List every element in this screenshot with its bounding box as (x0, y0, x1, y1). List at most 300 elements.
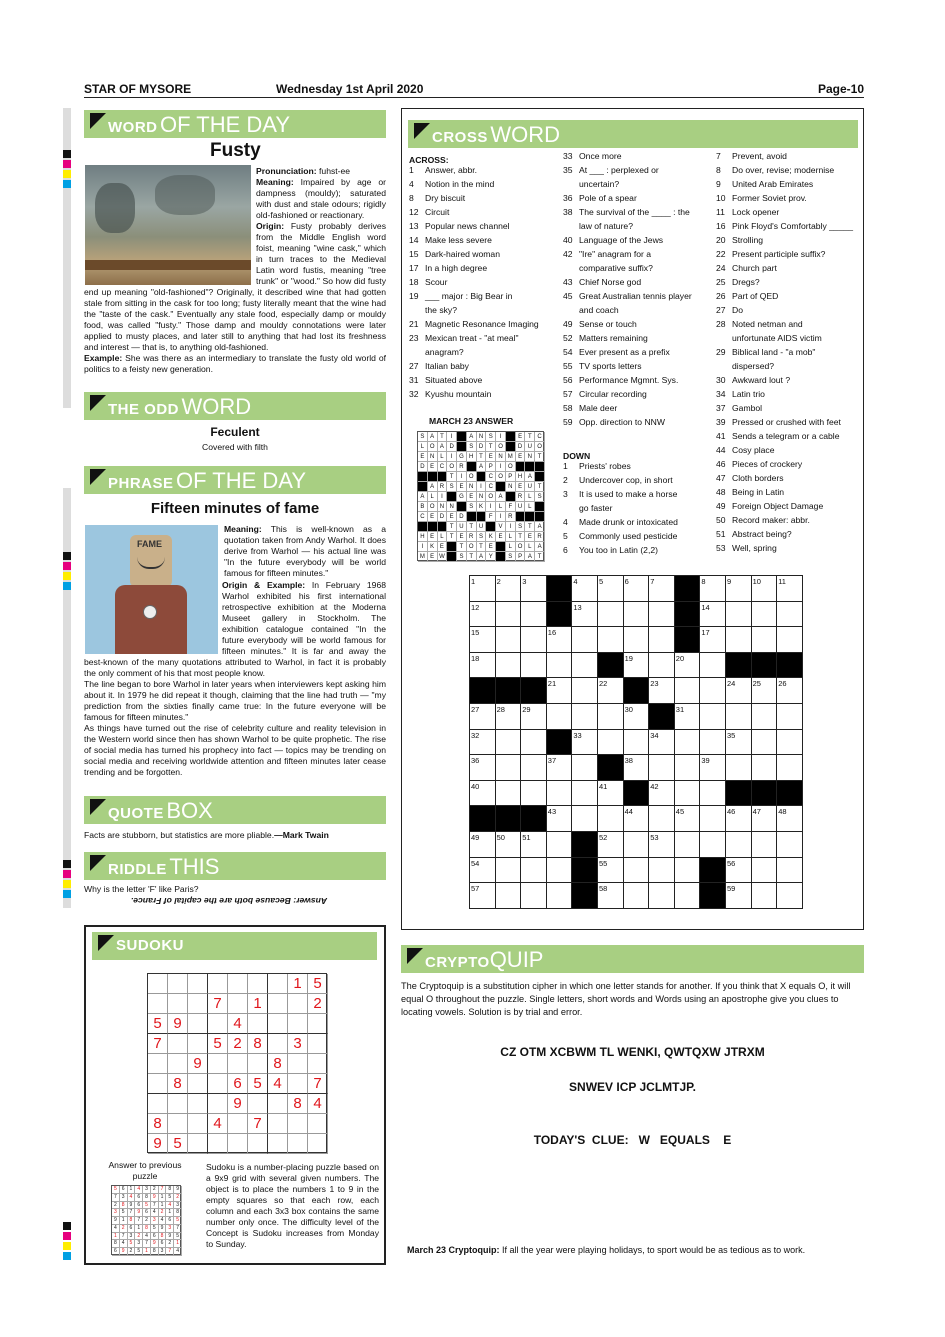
grid-cell[interactable] (521, 755, 547, 781)
grid-cell[interactable] (700, 781, 726, 807)
answer-cell: R (438, 482, 448, 492)
grid-cell[interactable]: 21 (547, 678, 573, 704)
sudoku-answer-cell: 6 (159, 1240, 167, 1248)
sudoku-answer-cell: 3 (128, 1233, 136, 1241)
grid-cell[interactable]: 34 (649, 730, 675, 756)
sudoku-cell[interactable] (148, 994, 168, 1014)
grid-cell[interactable] (521, 781, 547, 807)
answer-cell (496, 552, 506, 562)
sudoku-cell[interactable] (208, 1074, 228, 1094)
clue-24: 24 Church part (716, 263, 777, 273)
grid-cell[interactable] (675, 730, 701, 756)
grid-cell[interactable] (521, 627, 547, 653)
sudoku-cell[interactable] (288, 1054, 308, 1074)
sudoku-cell[interactable] (188, 974, 208, 994)
grid-cell[interactable] (752, 883, 778, 909)
grid-cell[interactable]: 15 (470, 627, 496, 653)
sudoku-cell[interactable] (208, 1054, 228, 1074)
answer-cell (418, 522, 428, 532)
clue-cont: dispersed? (732, 361, 775, 371)
grid-cell[interactable] (777, 627, 803, 653)
grid-cell[interactable] (777, 858, 803, 884)
sudoku-cell[interactable]: 9 (188, 1054, 208, 1074)
grid-cell[interactable] (700, 653, 726, 679)
grid-cell[interactable]: 10 (752, 576, 778, 602)
answer-cell: E (438, 542, 448, 552)
grid-cell[interactable] (624, 627, 650, 653)
grid-cell[interactable]: 6 (624, 576, 650, 602)
sudoku-cell[interactable] (188, 1094, 208, 1114)
grid-cell[interactable]: 3 (521, 576, 547, 602)
grid-cell[interactable]: 43 (547, 806, 573, 832)
sudoku-answer-cell: 7 (174, 1225, 182, 1233)
grid-cell[interactable] (777, 883, 803, 909)
sudoku-cell[interactable] (308, 1034, 328, 1054)
sudoku-cell[interactable] (308, 1014, 328, 1034)
answer-cell: E (486, 452, 496, 462)
sudoku-cell[interactable]: 8 (168, 1074, 188, 1094)
grid-cell[interactable] (726, 832, 752, 858)
grid-cell[interactable] (752, 755, 778, 781)
grid-cell[interactable] (598, 627, 624, 653)
sudoku-cell[interactable] (248, 1094, 268, 1114)
grid-cell[interactable] (572, 704, 598, 730)
grid-cell[interactable]: 32 (470, 730, 496, 756)
black-cell (700, 858, 726, 884)
grid-cell[interactable]: 44 (624, 806, 650, 832)
sudoku-cell[interactable] (208, 1094, 228, 1114)
black-cell (624, 678, 650, 704)
grid-cell[interactable]: 37 (547, 755, 573, 781)
sudoku-cell[interactable] (248, 1054, 268, 1074)
sudoku-answer-cell: 8 (174, 1209, 182, 1217)
answer-cell: U (477, 522, 487, 532)
grid-cell[interactable] (547, 883, 573, 909)
crossword-grid[interactable] (469, 575, 803, 909)
sudoku-cell[interactable] (148, 1074, 168, 1094)
answer-cell: G (457, 492, 467, 502)
sudoku-cell[interactable] (148, 1054, 168, 1074)
grid-cell[interactable] (777, 730, 803, 756)
sudoku-cell[interactable] (168, 994, 188, 1014)
grid-cell[interactable]: 54 (470, 858, 496, 884)
grid-cell[interactable] (598, 704, 624, 730)
grid-cell[interactable] (521, 730, 547, 756)
grid-cell[interactable] (496, 755, 522, 781)
grid-cell[interactable]: 38 (624, 755, 650, 781)
sudoku-cell[interactable] (168, 974, 188, 994)
answer-cell: D (418, 462, 428, 472)
sudoku-cell[interactable]: 7 (308, 1074, 328, 1094)
grid-cell[interactable] (649, 602, 675, 628)
clue-35: 35 At ___ : perplexed or (563, 165, 659, 175)
grid-cell[interactable]: 22 (598, 678, 624, 704)
grid-cell[interactable] (777, 704, 803, 730)
answer-cell: L (428, 492, 438, 502)
sudoku-cell[interactable] (268, 1014, 288, 1034)
sudoku-cell[interactable] (188, 1034, 208, 1054)
sudoku-cell[interactable]: 3 (288, 1034, 308, 1054)
sudoku-cell[interactable]: 9 (168, 1014, 188, 1034)
grid-cell[interactable] (521, 602, 547, 628)
sudoku-cell[interactable] (168, 1034, 188, 1054)
grid-cell[interactable]: 19 (624, 653, 650, 679)
grid-cell[interactable] (752, 627, 778, 653)
phrase-title: Fifteen minutes of fame (150, 500, 320, 517)
sudoku-answer-cell: 4 (151, 1209, 159, 1217)
grid-cell[interactable] (496, 653, 522, 679)
grid-cell[interactable]: 56 (726, 858, 752, 884)
cryptoquip-intro: The Cryptoquip is a substitution cipher in which one letter stands for another. If you think that X equals O, it will equal O throughout the puzzle. Single letters, short words and Words using an apostrophe give you clues to locating vowels. Solution is by trial and error. (401, 981, 851, 1017)
sudoku-cell[interactable] (208, 974, 228, 994)
black-cell (675, 576, 701, 602)
answer-cell: T (438, 432, 448, 442)
sudoku-cell[interactable]: 8 (248, 1034, 268, 1054)
grid-cell[interactable]: 1 (470, 576, 496, 602)
sudoku-cell[interactable] (248, 974, 268, 994)
clue-37: 37 Gambol (716, 403, 763, 413)
grid-cell[interactable] (726, 755, 752, 781)
grid-cell[interactable] (675, 832, 701, 858)
grid-cell[interactable] (675, 678, 701, 704)
answer-cell: E (447, 512, 457, 522)
grid-cell[interactable] (598, 730, 624, 756)
grid-cell[interactable] (700, 704, 726, 730)
sudoku-cell[interactable]: 2 (308, 994, 328, 1014)
answer-cell: T (447, 522, 457, 532)
sudoku-cell[interactable] (308, 1114, 328, 1134)
grid-cell[interactable]: 46 (726, 806, 752, 832)
sudoku-cell[interactable] (188, 1074, 208, 1094)
sudoku-cell[interactable] (228, 994, 248, 1014)
grid-cell[interactable] (752, 832, 778, 858)
sudoku-cell[interactable] (228, 1134, 248, 1154)
grid-cell[interactable] (726, 602, 752, 628)
grid-cell[interactable]: 31 (675, 704, 701, 730)
grid-cell[interactable] (547, 858, 573, 884)
sudoku-cell[interactable]: 2 (228, 1034, 248, 1054)
sudoku-cell[interactable] (268, 1094, 288, 1114)
sudoku-answer-cell: 8 (159, 1233, 167, 1241)
clue-7: 7 Prevent, avoid (716, 151, 787, 161)
grid-cell[interactable] (777, 832, 803, 858)
sudoku-cell[interactable]: 5 (248, 1074, 268, 1094)
grid-cell[interactable] (598, 806, 624, 832)
grid-cell[interactable]: 58 (598, 883, 624, 909)
sudoku-cell[interactable] (248, 1014, 268, 1034)
sudoku-cell[interactable] (308, 1054, 328, 1074)
grid-cell[interactable]: 42 (649, 781, 675, 807)
answer-cell: I (496, 512, 506, 522)
grid-cell[interactable]: 11 (777, 576, 803, 602)
grid-cell[interactable]: 24 (726, 678, 752, 704)
grid-cell[interactable] (675, 883, 701, 909)
sudoku-cell[interactable] (168, 1054, 188, 1074)
clue-30: 30 Awkward lout ? (716, 375, 791, 385)
sudoku-cell[interactable] (228, 1114, 248, 1134)
grid-cell[interactable]: 13 (572, 602, 598, 628)
clue-49: 49 Sense or touch (563, 319, 637, 329)
grid-cell[interactable]: 2 (496, 576, 522, 602)
black-cell (572, 832, 598, 858)
sudoku-cell[interactable] (188, 1014, 208, 1034)
sudoku-cell[interactable] (188, 994, 208, 1014)
grid-cell[interactable] (649, 627, 675, 653)
grid-cell[interactable] (752, 602, 778, 628)
sudoku-cell[interactable] (308, 1134, 328, 1154)
issue-date: Wednesday 1st April 2020 (276, 82, 424, 96)
grid-cell[interactable]: 4 (572, 576, 598, 602)
grid-cell[interactable]: 50 (496, 832, 522, 858)
odd-word-band: THE ODD WORD (84, 392, 386, 420)
phrase-def-top: Meaning: This is well-known as a quotation taken from Andy Warhol. It does derive from Warhol — his actual line was "In the future everybody will be world famous for fifteen minutes." (224, 524, 387, 578)
clue-27: 27 Italian baby (409, 361, 469, 371)
grid-cell[interactable] (675, 755, 701, 781)
grid-cell[interactable] (726, 627, 752, 653)
grid-cell[interactable] (675, 781, 701, 807)
sudoku-answer-cell: 7 (151, 1202, 159, 1210)
black-cell (649, 704, 675, 730)
grid-cell[interactable]: 29 (521, 704, 547, 730)
sudoku-cell[interactable]: 4 (208, 1114, 228, 1134)
grid-cell[interactable] (649, 653, 675, 679)
sudoku-cell[interactable] (188, 1114, 208, 1134)
sudoku-cell[interactable] (248, 1134, 268, 1154)
grid-cell[interactable] (521, 653, 547, 679)
sudoku-answer-cell: 8 (151, 1248, 159, 1256)
answer-cell: H (467, 452, 477, 462)
black-cell (496, 806, 522, 832)
previous-answer-grid (417, 431, 544, 561)
grid-cell[interactable] (777, 602, 803, 628)
sudoku-cell[interactable]: 9 (228, 1094, 248, 1114)
grid-cell[interactable] (624, 602, 650, 628)
sudoku-cell[interactable]: 7 (248, 1114, 268, 1134)
answer-cell: O (506, 462, 516, 472)
sudoku-cell[interactable] (228, 974, 248, 994)
sudoku-cell[interactable]: 5 (168, 1134, 188, 1154)
answer-cell (525, 512, 535, 522)
grid-cell[interactable] (624, 832, 650, 858)
clue-56: 56 Performance Mgmnt. Sys. (563, 375, 679, 385)
sudoku-cell[interactable]: 4 (268, 1074, 288, 1094)
answer-cell: E (496, 532, 506, 542)
grid-cell[interactable] (700, 806, 726, 832)
sudoku-cell[interactable] (168, 1094, 188, 1114)
grid-cell[interactable]: 57 (470, 883, 496, 909)
grid-cell[interactable]: 9 (726, 576, 752, 602)
grid-cell[interactable] (572, 755, 598, 781)
answer-cell: S (535, 492, 545, 502)
sudoku-answer-cell: 7 (120, 1233, 128, 1241)
grid-cell[interactable]: 30 (624, 704, 650, 730)
clue-43: 43 Chief Norse god (563, 277, 642, 287)
sudoku-cell[interactable]: 7 (208, 994, 228, 1014)
grid-cell[interactable]: 33 (572, 730, 598, 756)
sudoku-cell[interactable]: 5 (148, 1014, 168, 1034)
riddle-band: RIDDLE THIS (84, 852, 386, 880)
sudoku-answer-cell: 5 (166, 1194, 174, 1202)
grid-cell[interactable]: 23 (649, 678, 675, 704)
grid-cell[interactable] (598, 602, 624, 628)
grid-cell[interactable]: 20 (675, 653, 701, 679)
grid-cell[interactable]: 48 (777, 806, 803, 832)
grid-cell[interactable] (700, 832, 726, 858)
grid-cell[interactable]: 52 (598, 832, 624, 858)
grid-cell[interactable]: 45 (675, 806, 701, 832)
sudoku-cell[interactable]: 8 (288, 1094, 308, 1114)
grid-cell[interactable] (521, 858, 547, 884)
sudoku-cell[interactable]: 9 (148, 1134, 168, 1154)
grid-cell[interactable]: 36 (470, 755, 496, 781)
sudoku-cell[interactable] (188, 1134, 208, 1154)
sudoku-cell[interactable] (288, 994, 308, 1014)
answer-cell: M (506, 452, 516, 462)
clue-52: 52 Matters remaining (563, 333, 648, 343)
grid-cell[interactable] (547, 781, 573, 807)
grid-cell[interactable]: 40 (470, 781, 496, 807)
grid-cell[interactable] (572, 806, 598, 832)
answer-cell: B (418, 502, 428, 512)
black-cell (777, 653, 803, 679)
grid-cell[interactable]: 25 (752, 678, 778, 704)
grid-cell[interactable] (572, 627, 598, 653)
grid-cell[interactable]: 27 (470, 704, 496, 730)
sudoku-cell[interactable]: 1 (288, 974, 308, 994)
grid-cell[interactable] (547, 704, 573, 730)
grid-cell[interactable]: 18 (470, 653, 496, 679)
grid-cell[interactable] (752, 858, 778, 884)
grid-cell[interactable]: 49 (470, 832, 496, 858)
sudoku-cell[interactable] (288, 1074, 308, 1094)
grid-cell[interactable] (496, 781, 522, 807)
sudoku-answer-cell: 5 (151, 1225, 159, 1233)
sudoku-cell[interactable]: 4 (228, 1014, 248, 1034)
sudoku-cell[interactable] (268, 1034, 288, 1054)
sudoku-cell[interactable] (268, 1114, 288, 1134)
grid-cell[interactable]: 59 (726, 883, 752, 909)
sudoku-cell[interactable] (228, 1054, 248, 1074)
sudoku-answer-cell: 8 (143, 1194, 151, 1202)
grid-cell[interactable] (700, 678, 726, 704)
riddle-answer-upside-down: Answer: Because both are the capital of France. (130, 896, 328, 906)
grid-cell[interactable] (726, 704, 752, 730)
grid-cell[interactable]: 55 (598, 858, 624, 884)
grid-cell[interactable] (496, 627, 522, 653)
grid-cell[interactable]: 53 (649, 832, 675, 858)
grid-cell[interactable] (547, 832, 573, 858)
grid-cell[interactable] (752, 704, 778, 730)
sudoku-cell[interactable]: 4 (308, 1094, 328, 1114)
grid-cell[interactable] (496, 602, 522, 628)
grid-cell[interactable] (521, 883, 547, 909)
grid-cell[interactable] (700, 730, 726, 756)
grid-cell[interactable] (496, 730, 522, 756)
grid-cell[interactable]: 51 (521, 832, 547, 858)
sudoku-cell[interactable]: 5 (208, 1034, 228, 1054)
sudoku-cell[interactable] (148, 974, 168, 994)
clue-49: 49 Foreign Object Damage (716, 501, 824, 511)
sudoku-cell[interactable] (268, 1134, 288, 1154)
sudoku-cell[interactable]: 6 (228, 1074, 248, 1094)
sudoku-cell[interactable]: 8 (268, 1054, 288, 1074)
clue-6: 6 You too in Latin (2,2) (563, 545, 658, 555)
answer-cell: E (428, 552, 438, 562)
grid-cell[interactable]: 26 (777, 678, 803, 704)
grid-cell[interactable]: 12 (470, 602, 496, 628)
answer-cell: S (418, 432, 428, 442)
grid-cell[interactable] (547, 653, 573, 679)
sudoku-answer-cell: 4 (128, 1194, 136, 1202)
clue-4: 4 Made drunk or intoxicated (563, 517, 678, 527)
answer-cell (447, 542, 457, 552)
sudoku-answer-cell: 4 (166, 1202, 174, 1210)
clue-28: 28 Noted netman and (716, 319, 803, 329)
sudoku-cell[interactable] (268, 994, 288, 1014)
answer-cell: D (457, 512, 467, 522)
grid-cell[interactable]: 8 (700, 576, 726, 602)
grid-cell[interactable]: 5 (598, 576, 624, 602)
sudoku-cell[interactable] (208, 1134, 228, 1154)
grid-cell[interactable] (649, 858, 675, 884)
grid-cell[interactable]: 47 (752, 806, 778, 832)
grid-cell[interactable] (675, 858, 701, 884)
grid-cell[interactable] (624, 730, 650, 756)
grid-cell[interactable]: 35 (726, 730, 752, 756)
grid-cell[interactable] (624, 883, 650, 909)
grid-cell[interactable] (649, 806, 675, 832)
grid-cell[interactable]: 17 (700, 627, 726, 653)
clue-32: 32 Kyushu mountain (409, 389, 492, 399)
grid-cell[interactable] (752, 730, 778, 756)
sudoku-answer-cell: 4 (120, 1240, 128, 1248)
grid-cell[interactable] (572, 678, 598, 704)
sudoku-grid[interactable] (147, 973, 327, 1153)
grid-cell[interactable] (572, 653, 598, 679)
grid-cell[interactable] (649, 755, 675, 781)
grid-cell[interactable] (777, 755, 803, 781)
sudoku-cell[interactable]: 1 (248, 994, 268, 1014)
grid-cell[interactable] (572, 781, 598, 807)
clue-21: 21 Magnetic Resonance Imaging (409, 319, 539, 329)
sudoku-cell[interactable] (148, 1094, 168, 1114)
sudoku-cell[interactable] (168, 1114, 188, 1134)
grid-cell[interactable] (649, 883, 675, 909)
grid-cell[interactable]: 14 (700, 602, 726, 628)
sudoku-cell[interactable] (288, 1014, 308, 1034)
answer-cell (506, 432, 516, 442)
sudoku-cell[interactable] (208, 1014, 228, 1034)
grid-cell[interactable]: 16 (547, 627, 573, 653)
grid-cell[interactable]: 28 (496, 704, 522, 730)
sudoku-cell[interactable] (288, 1114, 308, 1134)
sudoku-cell[interactable] (288, 1134, 308, 1154)
grid-cell[interactable] (624, 858, 650, 884)
grid-cell[interactable]: 39 (700, 755, 726, 781)
sudoku-cell[interactable]: 7 (148, 1034, 168, 1054)
grid-cell[interactable] (496, 858, 522, 884)
sudoku-answer-cell: 5 (174, 1233, 182, 1241)
clue-33: 33 Once more (563, 151, 622, 161)
grid-cell[interactable] (496, 883, 522, 909)
answer-cell: N (428, 452, 438, 462)
clue-38: 38 The survival of the ____ : the (563, 207, 690, 217)
sudoku-cell[interactable]: 5 (308, 974, 328, 994)
sudoku-cell[interactable]: 8 (148, 1114, 168, 1134)
sudoku-cell[interactable] (268, 974, 288, 994)
grid-cell[interactable]: 7 (649, 576, 675, 602)
grid-cell[interactable]: 41 (598, 781, 624, 807)
